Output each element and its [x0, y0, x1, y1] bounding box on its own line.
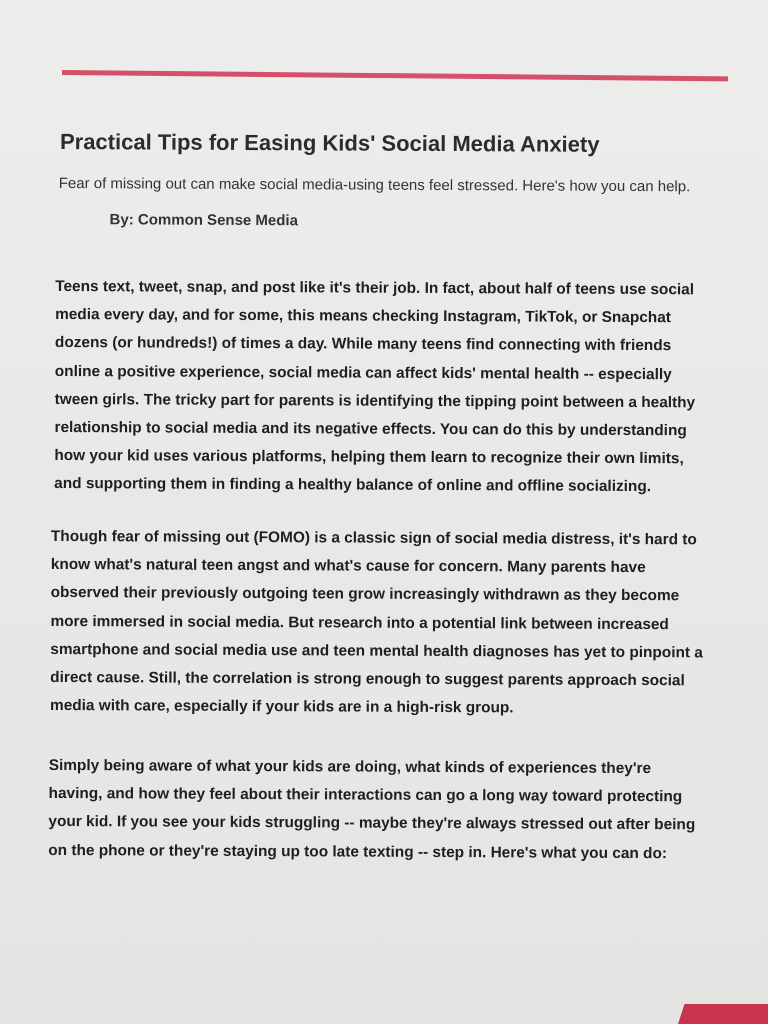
paragraph-3 [48, 752, 739, 868]
paragraph-line: Teens text, tweet, snap, and post like it's their job. In fact, about half of teens use social [55, 277, 695, 299]
article-subtitle: Fear of missing out can make social media-using teens feel stressed. Here's how you can help. [58, 174, 691, 196]
paragraph-line: on the phone or they're staying up too late texting -- step in. Here's what you can do: [48, 841, 668, 862]
paragraph-line: smartphone and social media use and teen mental health diagnoses has yet to pinpoint a [50, 640, 703, 662]
paragraph-line: tween girls. The tricky part for parents is identifying the tipping point between a healthy [54, 390, 696, 412]
paragraph-line: and supporting them in finding a healthy balance of online and offline socializing. [54, 475, 652, 496]
paragraph-line: media every day, and for some, this means checking Instagram, TikTok, or Snapchat [55, 306, 671, 327]
article-title: Practical Tips for Easing Kids' Social Media Anxiety [59, 129, 600, 157]
article [1, 0, 768, 862]
corner-block [678, 1004, 768, 1024]
paragraph-line: relationship to social media and its negative effects. You can do this by understanding [54, 418, 687, 440]
paragraph-line: Though fear of missing out (FOMO) is a classic sign of social media distress, it's hard to [50, 527, 697, 549]
paragraph-line: more immersed in social media. But research into a potential link between increased [50, 612, 669, 633]
paragraph-line: your kid. If you see your kids struggling -- maybe they're always stressed out after being [48, 813, 696, 834]
paragraph-line: observed their previously outgoing teen grow increasingly withdrawn as they become [50, 584, 680, 605]
paragraph-line: how your kid uses various platforms, helping them learn to recognize their own limits, [54, 447, 684, 468]
paragraph-line: online a positive experience, social media can affect kids' mental health -- especially [54, 362, 672, 383]
accent-rule [62, 70, 728, 81]
paragraph-line: having, and how they feel about their interactions can go a long way toward protecting [48, 785, 683, 806]
article-byline: By: Common Sense Media [109, 211, 298, 230]
paragraph-line: Simply being aware of what your kids are doing, what kinds of experiences they're [48, 756, 652, 778]
paragraph-line: direct cause. Still, the correlation is strong enough to suggest parents approach social [50, 668, 685, 690]
paragraph-line: dozens (or hundreds!) of times a day. While many teens find connecting with friends [54, 334, 672, 355]
paragraph-line: media with care, especially if your kids are in a high-risk group. [49, 697, 514, 717]
paragraph-line: know what's natural teen angst and what's cause for concern. Many parents have [50, 556, 646, 577]
paragraph-2 [50, 523, 741, 724]
paragraph-1 [54, 273, 745, 502]
